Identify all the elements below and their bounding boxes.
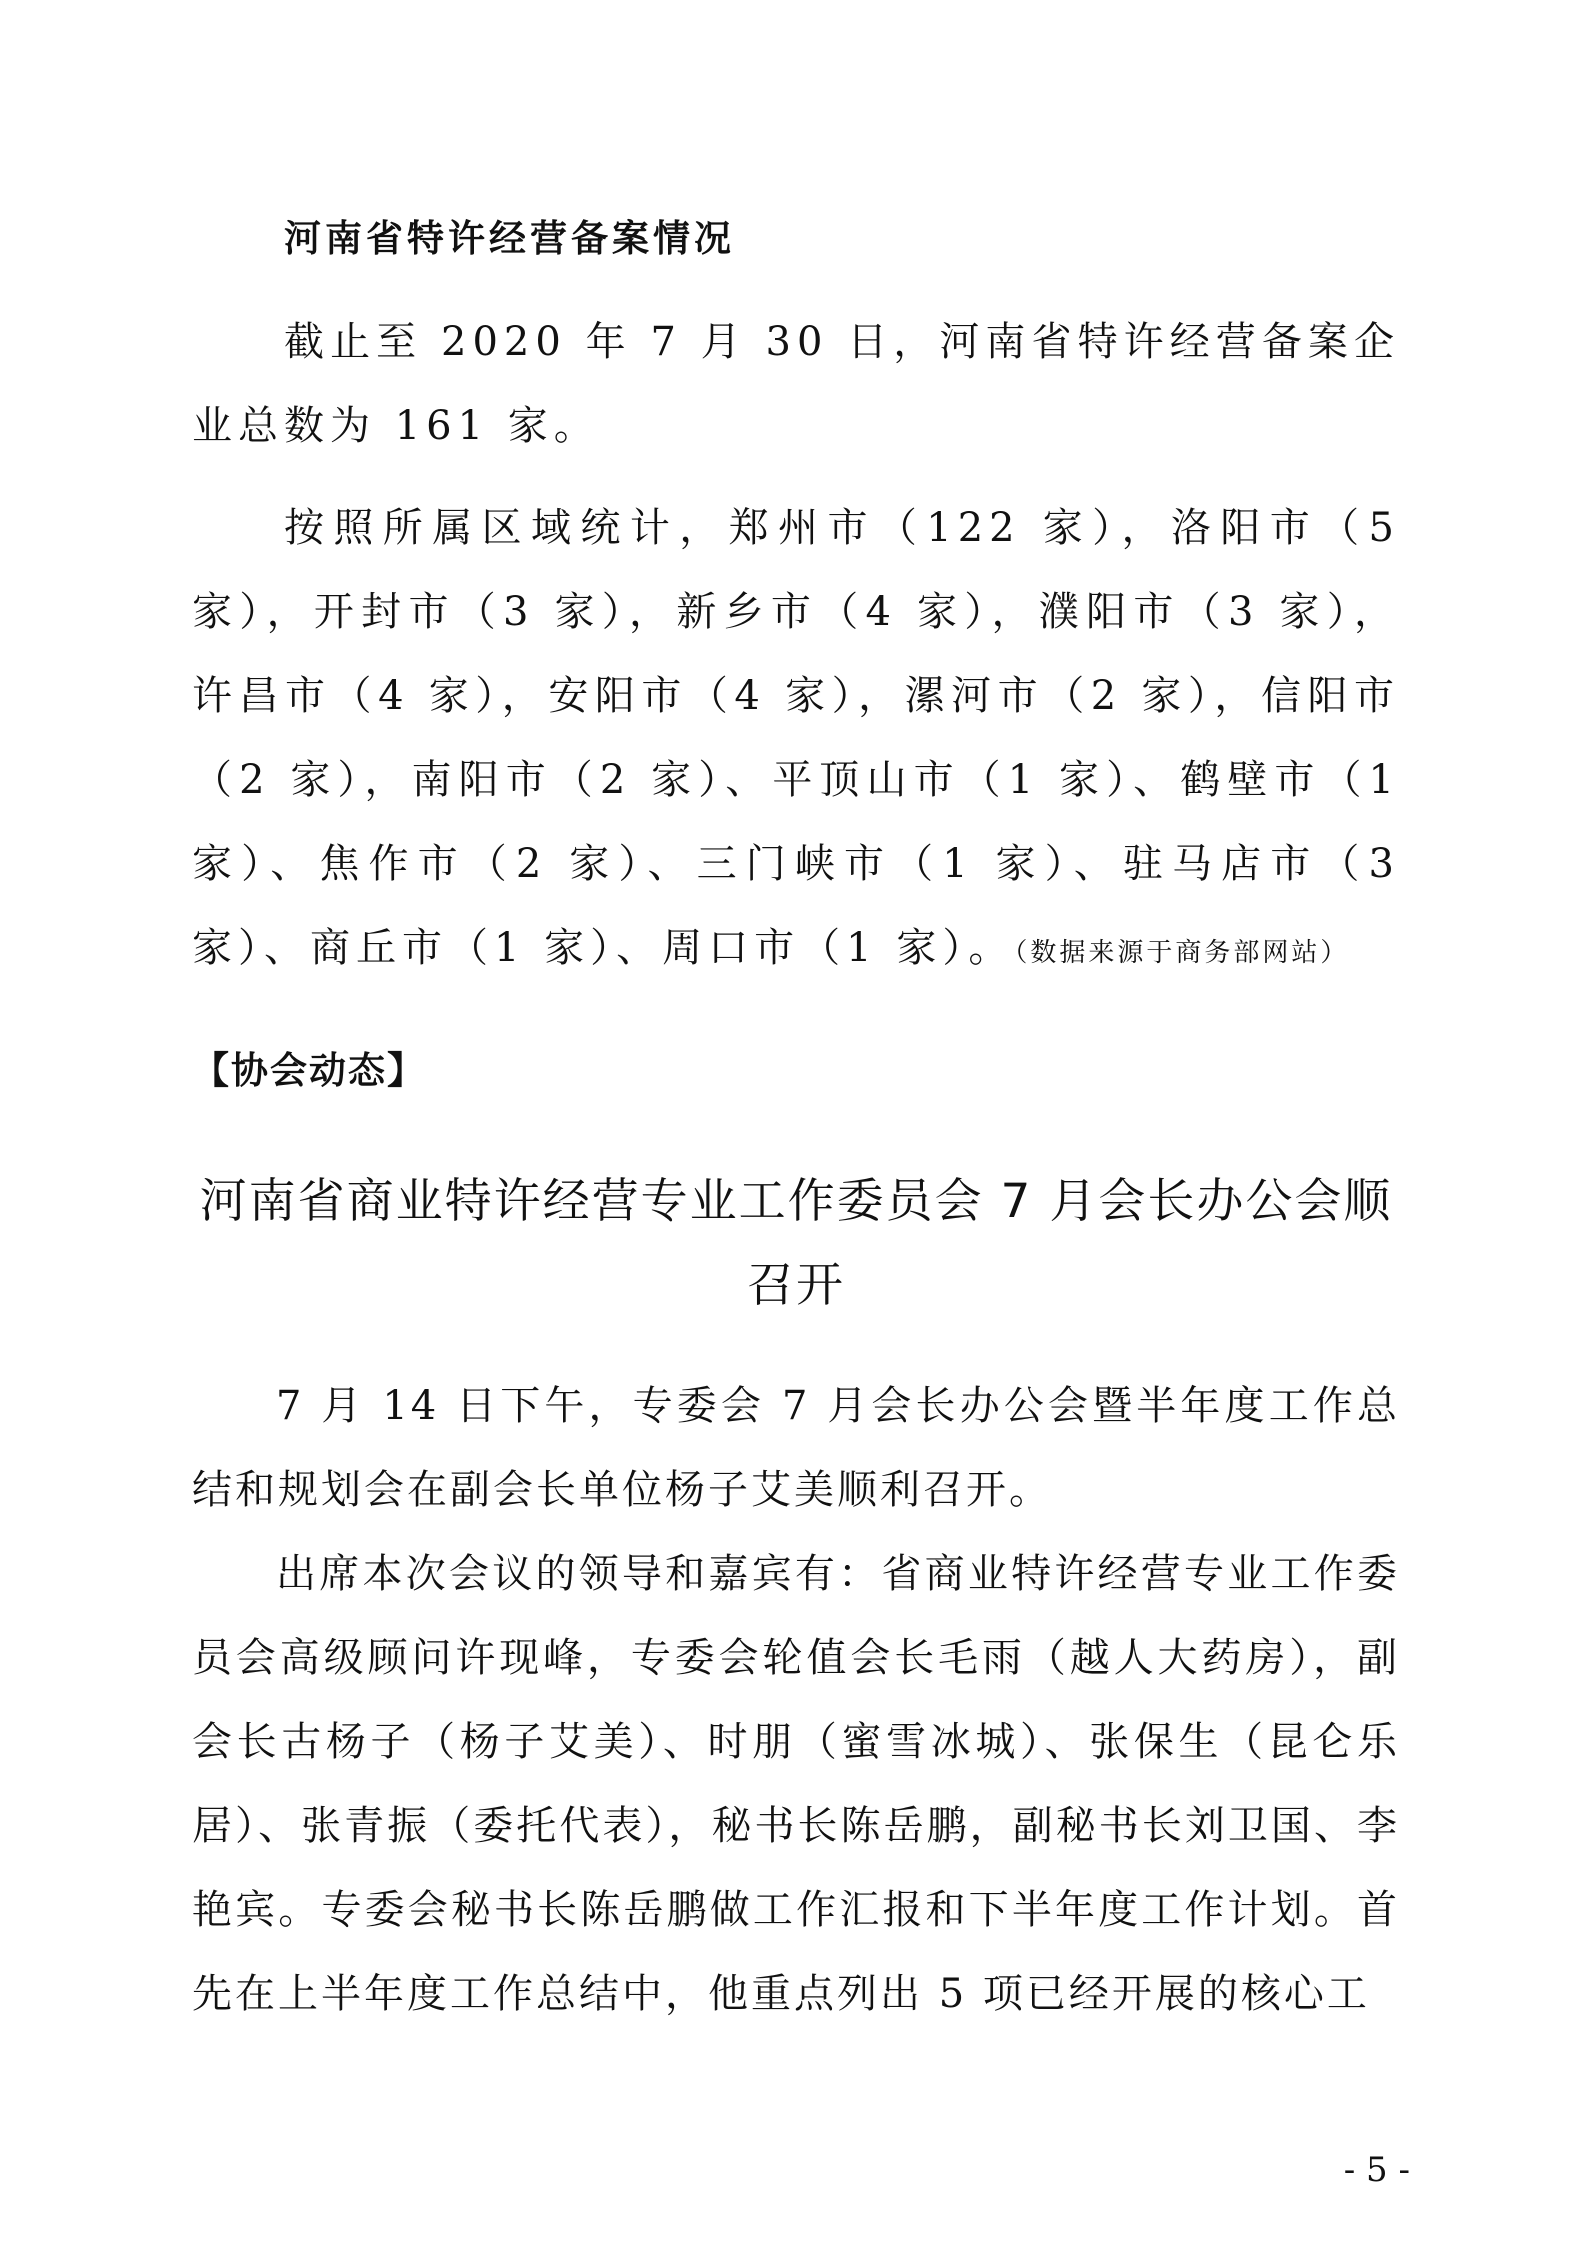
article-title: 河南省商业特许经营专业工作委员会 7 月会长办公会顺召开 (199, 1174, 1393, 1313)
paragraph-attendees: 出席本次会议的领导和嘉宾有：省商业特许经营专业工作委员会高级顾问许现峰，专委会轮值会长毛雨（越人大药房），副会长古杨子（杨子艾美）、时朋（蜜雪冰城）、张保生（昆仑乐居）、张青振（委托代表），秘书长陈岳鹏，副秘书长刘卫国、李艳宾。专委会秘书长陈岳鹏做工作汇报和下半年度工作计划。首先在上半年度工作总结中，他重点列出 5 项已经开展的核心工 (192, 1551, 1400, 2017)
section-label: 【协会动态】 (192, 1049, 426, 1092)
paragraph-regional-stats (192, 486, 1400, 995)
page-number: - 5 - (1343, 2150, 1410, 2190)
paragraph-total-count: 截止至 2020 年 7 月 30 日，河南省特许经营备案企业总数为 161 家。 (192, 319, 1400, 449)
source-note: （数据来源于商务部网站） (1014, 938, 1350, 968)
regional-stats-text: 按照所属区域统计，郑州市（122 家），洛阳市（5 家），开封市（3 家），新乡市（4 家），濮阳市（3 家），许昌市（4 家），安阳市（4 家），漯河市（2 家），信阳市（2 家），南阳市（2 家）、平顶山市（1 家）、鹤壁市（1 家）、焦作市（2 家）、三门峡市（1 家）、驻马店市（3 家）、商丘市（1 家）、周口市（1 家）。 (192, 505, 1400, 971)
paragraph-meeting-intro: 7 月 14 日下午，专委会 7 月会长办公会暨半年度工作总结和规划会在副会长单位杨子艾美顺利召开。 (192, 1383, 1400, 1513)
section-heading: 河南省特许经营备案情况 (284, 217, 735, 260)
